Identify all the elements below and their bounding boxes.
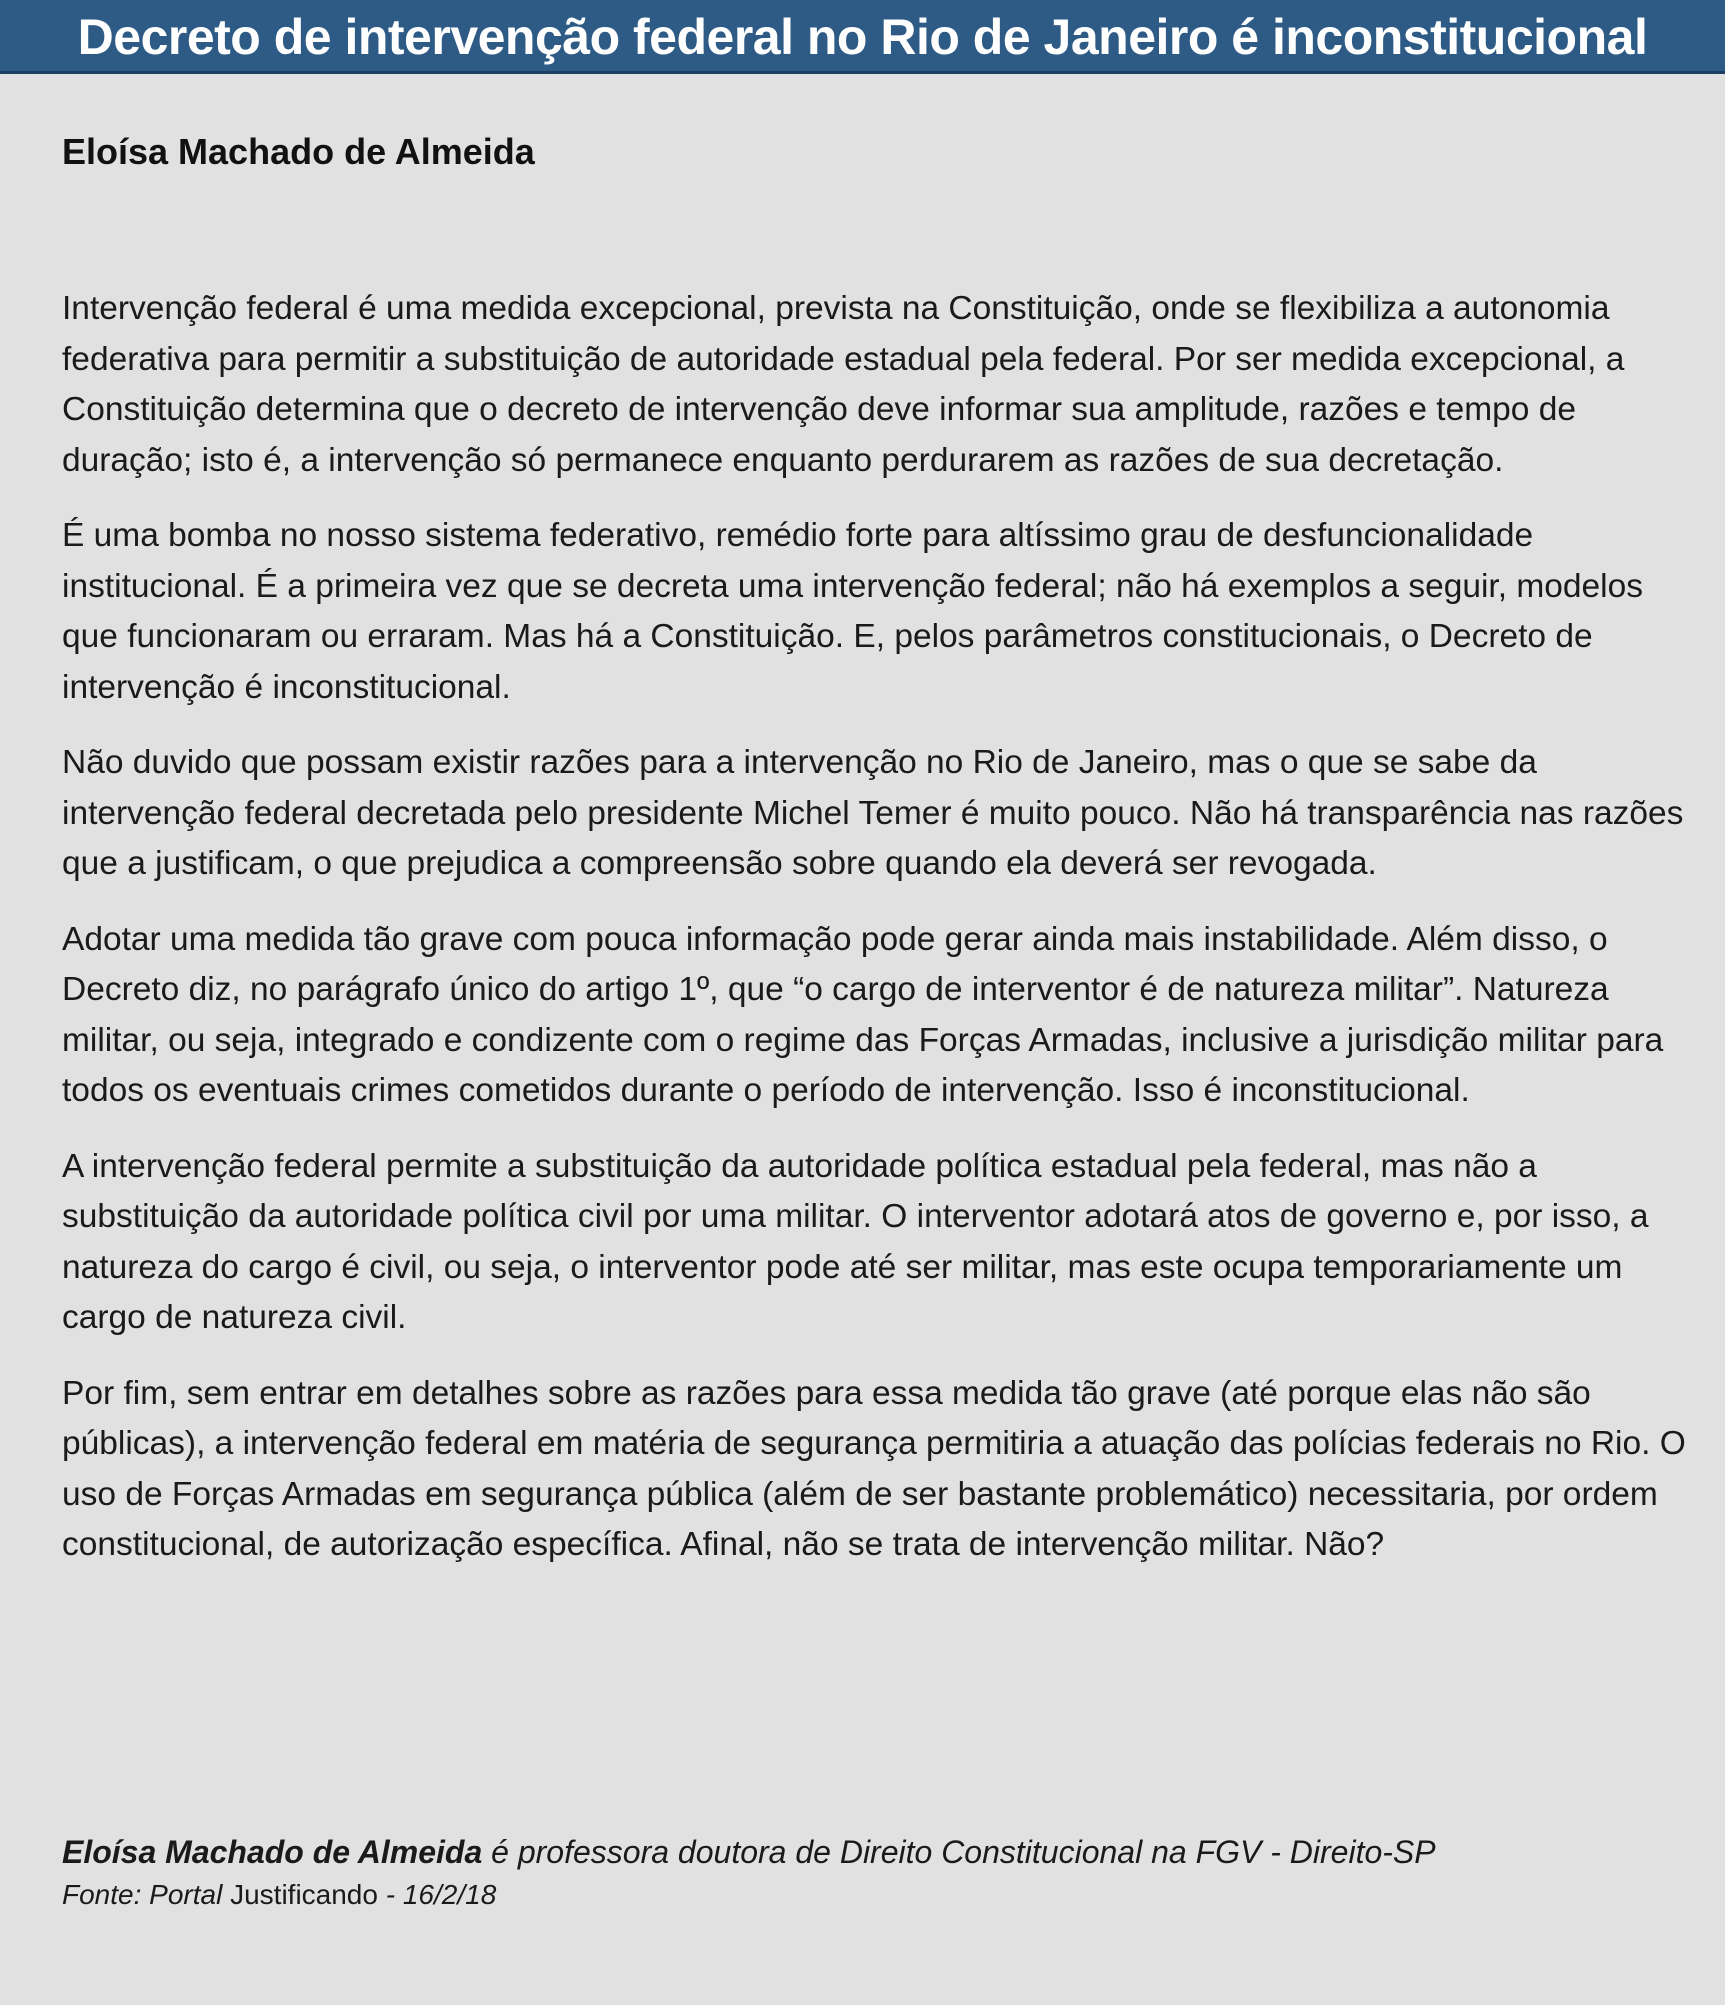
source-line (62, 1875, 1436, 1915)
paragraph: Intervenção federal é uma medida excepcional, prevista na Constituição, onde se flexibiliza a autonomia federativa para permitir a substituição de autoridade estadual pela federal. Por ser medida excepcional, a Constituição determina que o decreto de intervenção deve informar sua amplitude, razões e tempo de duração; isto é, a intervenção só permanece enquanto perdurarem as razões de sua decretação. (62, 290, 1625, 479)
article-footer (62, 1829, 1436, 1915)
bio-author-name: Eloísa Machado de Almeida (62, 1834, 483, 1870)
paragraph: É uma bomba no nosso sistema federativo, remédio forte para altíssimo grau de desfuncionalidade institucional. É a primeira vez que se decreta uma intervenção federal; não há exemplos a seguir, modelos que funcionaram ou erraram. Mas há a Constituição. E, pelos parâmetros constitucionais, o Decreto de intervenção é inconstitucional. (62, 517, 1643, 706)
paragraph: Não duvido que possam existir razões para a intervenção no Rio de Janeiro, mas o que se sabe da intervenção federal decretada pelo presidente Michel Temer é muito pouco. Não há transparência nas razões que a justificam, o que prejudica a compreensão sobre quando ela deverá ser revogada. (62, 744, 1684, 882)
author-bio (62, 1829, 1436, 1875)
source-name: Justificando (230, 1879, 378, 1910)
author-name: Eloísa Machado de Almeida (62, 131, 535, 172)
title-bar (0, 0, 1725, 74)
paragraph: A intervenção federal permite a substituição da autoridade política estadual pela federal, mas não a substituição da autoridade política civil por uma militar. O interventor adotará atos de governo e, por isso, a natureza do cargo é civil, ou seja, o interventor pode até ser militar, mas este ocupa temporariamente um cargo de natureza civil. (62, 1147, 1649, 1336)
article-title: Decreto de intervenção federal no Rio de Janeiro é inconstitucional (77, 9, 1648, 65)
source-prefix: Fonte: Portal (62, 1879, 231, 1910)
paragraph: Adotar uma medida tão grave com pouca informação pode gerar ainda mais instabilidade. Além disso, o Decreto diz, no parágrafo único do artigo 1º, que “o cargo de interventor é de natureza militar”. Natureza militar, ou seja, integrado e condizente com o regime das Forças Armadas, inclusive a jurisdição militar para todos os eventuais crimes cometidos durante o período de intervenção. Isso é inconstitucional. (62, 920, 1664, 1109)
bio-description: é professora doutora de Direito Constitucional na FGV - Direito-SP (482, 1834, 1436, 1870)
paragraph: Por fim, sem entrar em detalhes sobre as razões para essa medida tão grave (até porque elas não são públicas), a intervenção federal em matéria de segurança permitiria a atuação das polícias federais no Rio. O uso de Forças Armadas em segurança pública (além de ser bastante problemático) necessitaria, por ordem constitucional, de autorização específica. Afinal, não se trata de intervenção militar. Não? (62, 1374, 1686, 1563)
source-date: - 16/2/18 (377, 1879, 497, 1910)
article-body (62, 284, 1692, 1596)
